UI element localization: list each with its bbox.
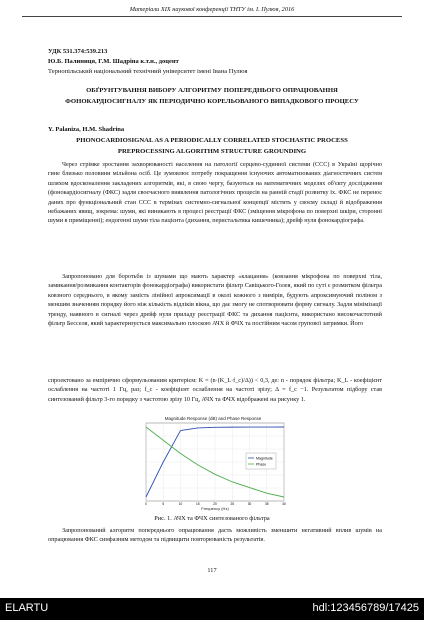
x-tick-label: 35 bbox=[264, 502, 269, 506]
legend-label-magnitude: Magnitude bbox=[256, 456, 273, 461]
x-tick-label: 25 bbox=[230, 502, 235, 506]
x-tick-label: 5 bbox=[162, 502, 165, 506]
paragraph-3-text: , де: n - порядок фільтра; K_L - коефіцієнт ослаблення на частоті 1 Гц, раз; f_c - коефіцієнт ослаблення на частоті зрізу; Δ = f_c −1. Результатом підбору став синтезований фільтр 3-го порядку з частотою зрізу 10 Гц, АЧХ та ФЧХ відображені на рисунку 1. bbox=[48, 377, 383, 403]
x-tick-label: 15 bbox=[195, 502, 200, 506]
x-axis-label: Frequency (Hz) bbox=[201, 506, 229, 511]
affiliation: Тернопільський національний технічний університет імені Івана Пулюя bbox=[48, 68, 248, 75]
authors-ua: Ю.Б. Палиниця, Г.М. Шадріна к.т.н., доцент bbox=[48, 58, 179, 65]
title-ua: ОБҐРУНТУВАННЯ ВИБОРУ АЛГОРИТМУ ПОПЕРЕДНЬОГО ОПРАЦЮВАННЯ ФОНОКАРДІОСИГНАЛУ ЯК ПЕРІОДИЧНО КОРЕЛЬОВАНОГО ВИПАДКОВОГО ПРОЦЕСУ bbox=[65, 87, 359, 105]
x-tick-label: 10 bbox=[178, 502, 183, 506]
footer-handle: hdl:123456789/17425 bbox=[312, 602, 419, 614]
footer-bar bbox=[0, 598, 424, 620]
paragraph-4: Запропонований алгоритм попереднього опрацювання дасть можливість зменшити негативний вплив шумів на опрацювання ФКС синфазним методом та підвищити повторюваність результатів. bbox=[48, 527, 382, 544]
legend-label-phase: Phase bbox=[256, 462, 267, 467]
x-tick-label: 40 bbox=[282, 502, 286, 506]
paragraph-1: Через стрімке зростання захворюваності населення на патології серцево-судинної системи (ССС) в Україні щорічно гине близько половини мільйона осіб. Це зумовлює потребу покращення існуючих автоматизованих діагностичних систем шляхом вдосконалення закладених алгоритмів, які, в свою чергу, базуються на математичних моделях об'єкту дослідження (фонокардіосигналу (ФКС) задля своєчасного виявлення патологічних процесів на ранній стадії розвитку їх. ФКС не перенос даних про функціональний стан ССС в термінах системно-сигнальної концепції містить у своєму складі й відображення небажаних явищ, зокрема: шуми, які виникають в процесі реєстрації ФКС (зміщення мікрофона по поверхні шкіри, сторонні шуми в приміщенні); ендогенні шуми тіла пацієнта (дихання, перистальтика кишечника); дрейф нуля фонокардіографа. bbox=[48, 161, 382, 225]
x-tick-label: 20 bbox=[213, 502, 217, 506]
chart-title: Magnitude Response (dB) and Phase Response bbox=[164, 416, 262, 421]
filter-response-chart bbox=[134, 413, 292, 513]
authors-en: Y. Palaniza, H.M. Shadrina bbox=[48, 126, 125, 133]
x-tick-label: 0 bbox=[145, 502, 147, 506]
page-number: 117 bbox=[207, 567, 217, 574]
paragraph-3-lead: спроектовано за емпірично сформульованим критерієм: bbox=[48, 377, 197, 384]
footer-repository: ELARTU bbox=[5, 602, 49, 614]
legend bbox=[246, 453, 276, 469]
running-header: Матеріали ХІХ наукової конференції ТНТУ ім. І. Пулюя, 2016 bbox=[129, 6, 295, 13]
formula: K = (n·(K_L·f_c)/Δ)) < 0,3 bbox=[198, 377, 268, 384]
figure-caption: Рис. 1. АЧХ та ФЧХ синтезованого фільтра bbox=[154, 515, 270, 522]
header-rule bbox=[22, 16, 402, 17]
udc-code: УДК 531.374:539.213 bbox=[48, 48, 108, 55]
paragraph-2: Запропоновано для боротьби із шумами що мають характер «клацання» (ковзання мікрофона по поверхні тіла, замикання/розмикання контакторів фонокардіографа) використати фільтр Савіцького-Голея, який по суті є розмитком фільтра ковзного середнього, в якому замість лінійної апроксимації в околі кожного з вимірів, будують апроксимуючий поліном з меншим значенням порядку його ніж кількість відліків вікна, що дає змогу не спотворювати форму сигналу. Задля мінімізації тренду, наявного в сигналі через дрейф нуля приладу реєстрації ФКС та дихання пацієнта, використано високочастотний фільтр Бесселя, який характеризується максимально плоскою АЧХ й ФЧХ та постійним часом групової затримки. Його bbox=[48, 273, 382, 328]
title-en: PHONOCARDIOSIGNAL AS A PERIODICALLY CORRELATED STOCHASTIC PROCESS PREPROCESSING ALGORITHM STRUCTURE GROUNDING bbox=[76, 137, 348, 155]
x-tick-label: 30 bbox=[247, 502, 252, 506]
legend-box bbox=[246, 453, 276, 469]
paragraph-3 bbox=[48, 376, 382, 404]
